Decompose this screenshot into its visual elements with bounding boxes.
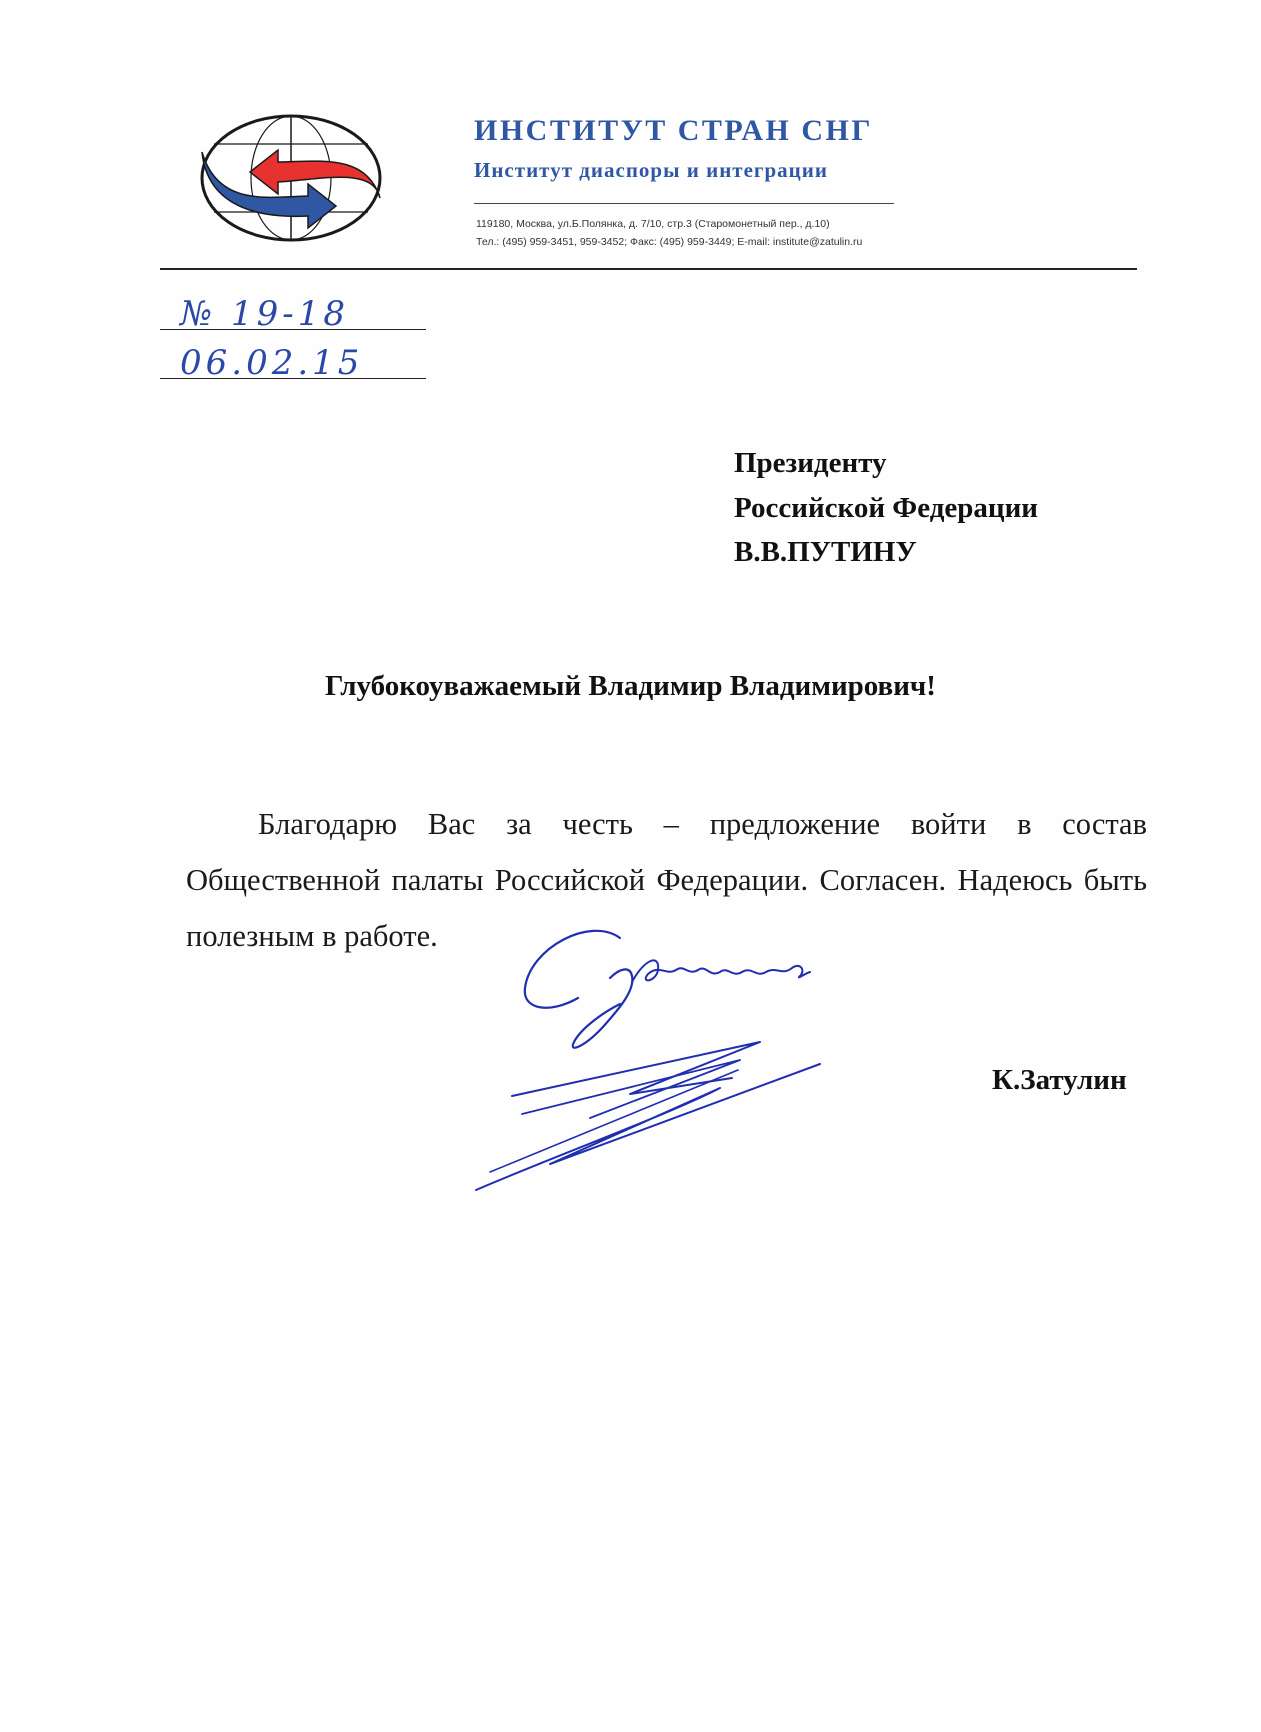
institute-logo: [198, 112, 384, 244]
header-rule: [160, 268, 1137, 270]
contacts-line: Тел.: (495) 959-3451, 959-3452; Факс: (495) 959-3449; E-mail: institute@zatulin.ru: [476, 236, 863, 248]
address-line: 119180, Москва, ул.Б.Полянка, д. 7/10, стр.3 (Старомонетный пер., д.10): [476, 218, 830, 230]
reference-number: № 19-18: [180, 294, 349, 334]
letterhead-divider: [474, 203, 894, 204]
org-name: ИНСТИТУТ СТРАН СНГ: [474, 114, 873, 147]
signer-name: К.Затулин: [992, 1064, 1127, 1096]
addressee-country: Российской Федерации: [734, 492, 1039, 524]
date-underline: [160, 378, 426, 379]
handwritten-signature: [470, 918, 900, 1198]
addressee-name: В.В.ПУТИНУ: [734, 536, 917, 568]
salutation: Глубокоуважаемый Владимир Владимирович!: [325, 670, 936, 702]
letter-body: Благодарю Вас за честь – предложение войти в состав Общественной палаты Российской Федерации. Согласен. Надеюсь быть полезным в работе.: [186, 807, 1147, 953]
reference-underline: [160, 329, 426, 330]
reference-date: 06.02.15: [180, 343, 364, 383]
addressee-title: Президенту: [734, 447, 887, 479]
org-subtitle: Институт диаспоры и интеграции: [474, 158, 828, 182]
